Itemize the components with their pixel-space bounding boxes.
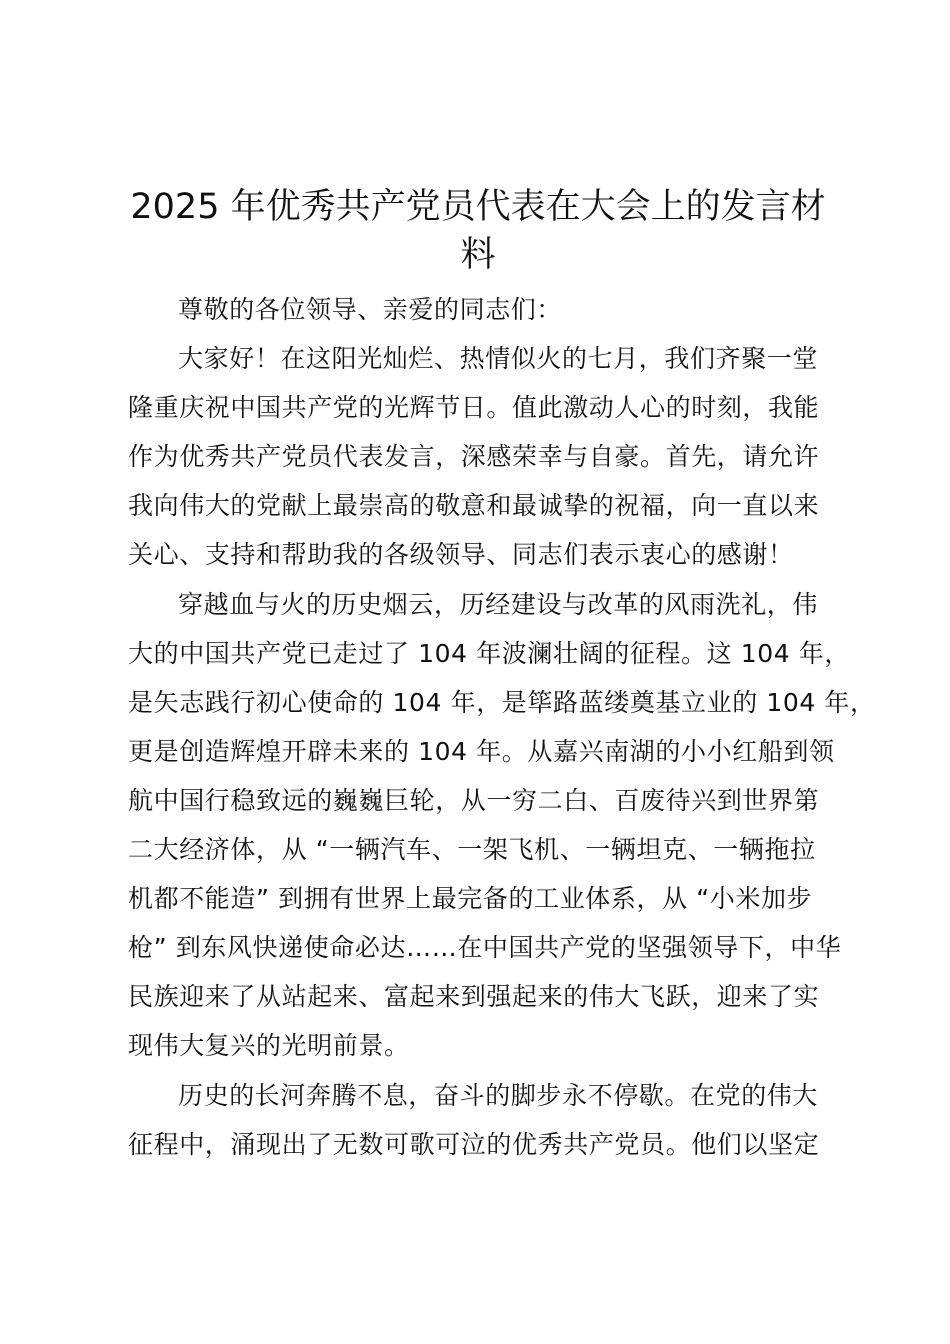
paragraph-1 xyxy=(128,334,832,579)
paragraph-line: 我向伟大的党献上最崇高的敬意和最诚挚的祝福，向一直以来 xyxy=(128,491,820,521)
paragraph-line: 作为优秀共产党员代表发言，深感荣幸与自豪。首先，请允许 xyxy=(128,442,820,472)
paragraph-line: 枪” 到东风快递使命必达……在中国共产党的坚强领导下，中华 xyxy=(128,933,842,963)
paragraph-2 xyxy=(128,580,876,1071)
paragraph-line: 民族迎来了从站起来、富起来到强起来的伟大飞跃，迎来了实 xyxy=(128,982,820,1012)
paragraph-line: 征程中，涌现出了无数可歌可泣的优秀共产党员。他们以坚定 xyxy=(128,1129,820,1159)
paragraph-line: 大的中国共产党已走过了 104 年波澜壮阔的征程。这 104 年， xyxy=(128,638,851,668)
title-line-2: 料 xyxy=(460,235,496,275)
paragraph-3 xyxy=(128,1071,832,1169)
paragraph-line: 现伟大复兴的光明前景。 xyxy=(128,1031,410,1061)
document-title xyxy=(128,183,828,279)
paragraph-line: 航中国行稳致远的巍巍巨轮，从一穷二白、百废待兴到世界第 xyxy=(128,785,820,815)
paragraph-line: 二大经济体，从 “一辆汽车、一架飞机、一辆坦克、一辆拖拉 xyxy=(128,835,816,865)
paragraph-line: 历史的长河奔腾不息，奋斗的脚步永不停歇。在党的伟大 xyxy=(178,1080,819,1110)
paragraph-line: 机都不能造” 到拥有世界上最完备的工业体系，从 “小米加步 xyxy=(128,884,813,914)
paragraph-line: 关心、支持和帮助我的各级领导、同志们表示衷心的感谢！ xyxy=(128,540,794,570)
paragraph-line: 是矢志践行初心使命的 104 年，是筚路蓝缕奠基立业的 104 年， xyxy=(128,687,876,717)
paragraph-line: 穿越血与火的历史烟云，历经建设与改革的风雨洗礼，伟 xyxy=(178,589,819,619)
paragraph-line: 隆重庆祝中国共产党的光辉节日。值此激动人心的时刻，我能 xyxy=(128,393,820,423)
greeting-paragraph xyxy=(128,285,832,334)
document-body xyxy=(128,285,876,1169)
paragraph-line: 更是创造辉煌开辟未来的 104 年。从嘉兴南湖的小小红船到领 xyxy=(128,736,835,766)
greeting-line: 尊敬的各位领导、亲爱的同志们： xyxy=(178,295,563,324)
title-line-1: 2025 年优秀共产党员代表在大会上的发言材 xyxy=(130,187,826,227)
paragraph-line: 大家好！在这阳光灿烂、热情似火的七月，我们齐聚一堂 xyxy=(178,344,819,374)
